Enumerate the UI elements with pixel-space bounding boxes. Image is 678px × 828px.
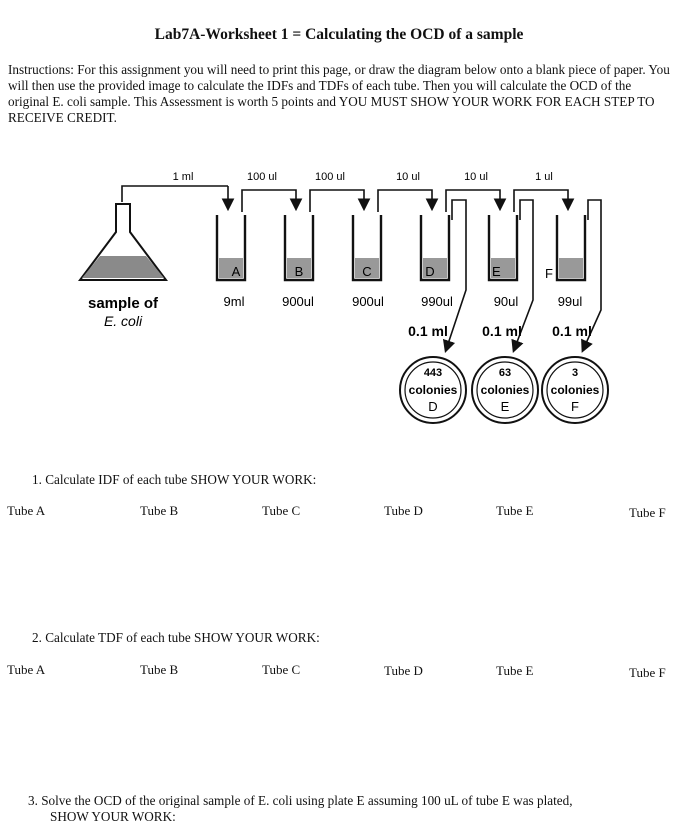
plated-volume: 0.1 ml — [482, 323, 522, 339]
question-1: 1. Calculate IDF of each tube SHOW YOUR WORK: — [32, 472, 317, 487]
tube-d — [421, 215, 449, 280]
tube-volume: 99ul — [557, 294, 583, 309]
colony-word: colonies — [408, 383, 458, 397]
transfer-label: 10 ul — [396, 171, 420, 183]
plated-volume: 0.1 ml — [552, 323, 592, 339]
transfer-label: 10 ul — [464, 171, 488, 183]
plate-f — [542, 357, 608, 423]
colony-word: colonies — [480, 383, 530, 397]
serial-dilution-diagram — [0, 160, 678, 435]
plate-e — [472, 357, 538, 423]
tube-volume: 990ul — [421, 294, 453, 309]
flask-transfer-line — [122, 186, 228, 208]
tube-volume: 900ul — [282, 294, 314, 309]
tube-f — [545, 215, 585, 281]
tube-letter: B — [294, 264, 304, 279]
colony-word: colonies — [550, 383, 600, 397]
flask-icon — [80, 204, 166, 280]
plate-letter: E — [500, 399, 510, 414]
q2-tube-d: Tube D — [384, 663, 423, 678]
tube-letter: A — [231, 264, 241, 279]
tube-letter: E — [492, 264, 501, 279]
flask-label-line1: sample of — [87, 295, 159, 312]
flask-label-line2: E. coli — [103, 313, 143, 329]
worksheet-title: Lab7A-Worksheet 1 = Calculating the OCD of a sample — [154, 26, 524, 43]
q2-tube-c: Tube C — [262, 662, 301, 677]
tube-c — [353, 215, 381, 280]
tube-e — [489, 215, 517, 280]
tube-volume: 900ul — [352, 294, 384, 309]
q1-tube-c: Tube C — [262, 503, 301, 518]
tube-letter: F — [545, 266, 553, 281]
q1-tube-d: Tube D — [384, 503, 423, 518]
plate-letter: D — [428, 399, 438, 414]
q2-tube-a: Tube A — [7, 662, 46, 677]
plated-volume: 0.1 ml — [408, 323, 448, 339]
q2-tube-b: Tube B — [140, 662, 179, 677]
plate-d — [400, 357, 466, 423]
q1-tube-b: Tube B — [140, 503, 179, 518]
instructions-paragraph: Instructions: For this assignment you will need to print this page, or draw the diagram below onto a blank piece of paper. You will then use the provided image to calculate the IDFs and TDFs of each tube. Then you will calculate the OCD of the original E. coli sample. This Assessment is worth 5 points and YOU MUST SHOW YOUR WORK FOR EACH STEP TO RECEIVE CREDIT. — [8, 62, 670, 125]
q2-tube-f: Tube F — [629, 665, 666, 680]
transfer-label: 100 ul — [247, 171, 277, 183]
q1-tube-f: Tube F — [629, 505, 666, 520]
colony-count: 63 — [498, 367, 512, 379]
tube-letter: C — [362, 264, 372, 279]
tube-volume: 90ul — [493, 294, 519, 309]
tube-b — [285, 215, 313, 280]
transfer-label: 100 ul — [315, 171, 345, 183]
q2-tube-e: Tube E — [496, 663, 534, 678]
question-3-line2: SHOW YOUR WORK: — [50, 809, 176, 824]
question-2: 2. Calculate TDF of each tube SHOW YOUR WORK: — [32, 630, 320, 645]
q1-tube-e: Tube E — [496, 503, 534, 518]
tube-letter: D — [425, 264, 435, 279]
tube-transfer-lines — [242, 190, 568, 212]
colony-count: 443 — [423, 367, 443, 379]
transfer-label: 1 ul — [535, 171, 553, 183]
q1-tube-a: Tube A — [7, 503, 46, 518]
tube-a — [217, 215, 245, 280]
question-3-line1: 3. Solve the OCD of the original sample of E. coli using plate E assuming 100 uL of tube E was plated, — [28, 793, 573, 808]
colony-count: 3 — [571, 367, 579, 379]
plate-letter: F — [571, 399, 579, 414]
tube-volume: 9ml — [223, 294, 245, 309]
transfer-label: 1 ml — [172, 171, 194, 183]
